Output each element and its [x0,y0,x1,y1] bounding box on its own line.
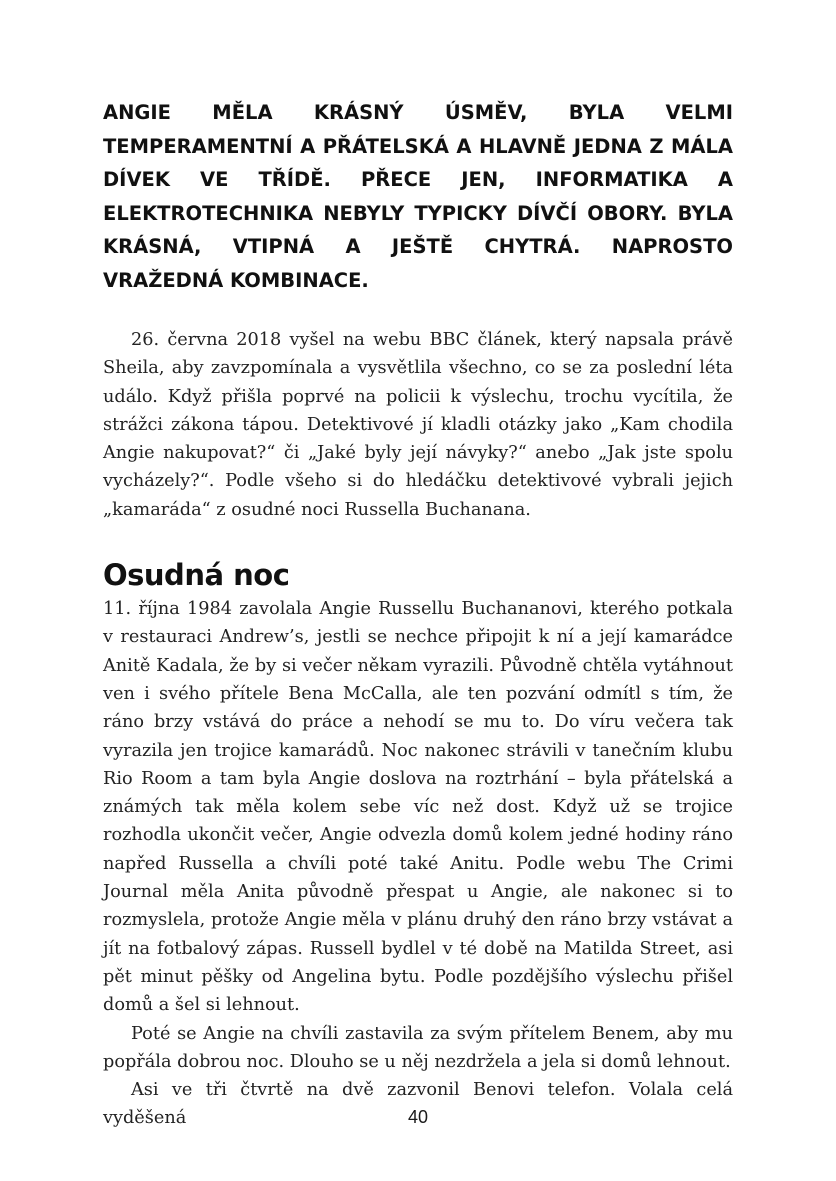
intro-paragraph: 26. června 2018 vyšel na webu BBC článek, který napsala právě Sheila, aby zavzpomínala a vysvětlila všechno, co se za poslední léta událo. Když přišla poprvé na policii k výslechu, trochu vycítila, že strážci zákona tápou. Detektivové jí kladli otázky jako „Kam chodila Angie nakupovat?“ či „Jaké byly její návyky?“ anebo „Jak jste spolu vycházely?“. Podle všeho si do hledáčku detektivové vybrali jejich „kamaráda“ z osudné noci Russella Buchanana. [103,330,733,520]
section-paragraph-3: Asi ve tři čtvrtě na dvě zazvonil Benovi telefon. Volala celá vyděšená [103,1080,733,1129]
page-number: 40 [407,1107,429,1127]
lead-paragraph: ANGIE MĚLA KRÁSNÝ ÚSMĚV, BYLA VELMI TEMPERAMENTNÍ A PŘÁTELSKÁ A HLAVNĚ JEDNA Z MÁLA DÍVEK VE TŘÍDĚ. PŘECE JEN, INFORMATIKA A ELEKTROTECHNIKA NEBYLY TYPICKY DÍVČÍ OBORY. BYLA KRÁSNÁ, VTIPNÁ A JEŠTĚ CHYTRÁ. NAPROSTO VRAŽEDNÁ KOMBINACE. [103,101,733,292]
section-paragraph-1: 11. října 1984 zavolala Angie Russellu Buchananovi, kterého potkala v restauraci Andrew’s, jestli se nechce připojit k ní a její kamarádce Anitě Kadala, že by si večer někam vyrazili. Původně chtěla vytáhnout ven i svého přítele Bena McCalla, ale ten pozvání odmítl s tím, že ráno brzy vstává do práce a nehodí se mu to. Do víru večera tak vyrazila jen trojice kamarádů. Noc nakonec strávili v tanečním klubu Rio Room a tam byla Angie doslova na roztrhání – byla přátelská a známých tak měla kolem sebe víc než dost. Když už se trojice rozhodla ukončit večer, Angie odvezla domů kolem jedné hodiny ráno napřed Russella a chvíli poté také Anitu. Podle webu The Crimi Journal měla Anita původně přespat u Angie, ale nakonec si to rozmyslela, protože Angie měla v plánu druhý den ráno brzy vstávat a jít na fotbalový zápas. Russell bydlel v té době na Matilda Street, asi pět minut pěšky od Angelina bytu. Podle pozdějšího výslechu přišel domů a šel si lehnout. [103,599,733,1016]
page-content [103,96,733,1133]
section-heading [103,555,733,595]
section-heading-text: Osudná noc [103,558,290,593]
section-paragraph-2: Poté se Angie na chvíli zastavila za svým přítelem Benem, aby mu popřála dobrou noc. Dlouho se u něj nezdržela a jela si domů lehnout. [103,1023,733,1072]
